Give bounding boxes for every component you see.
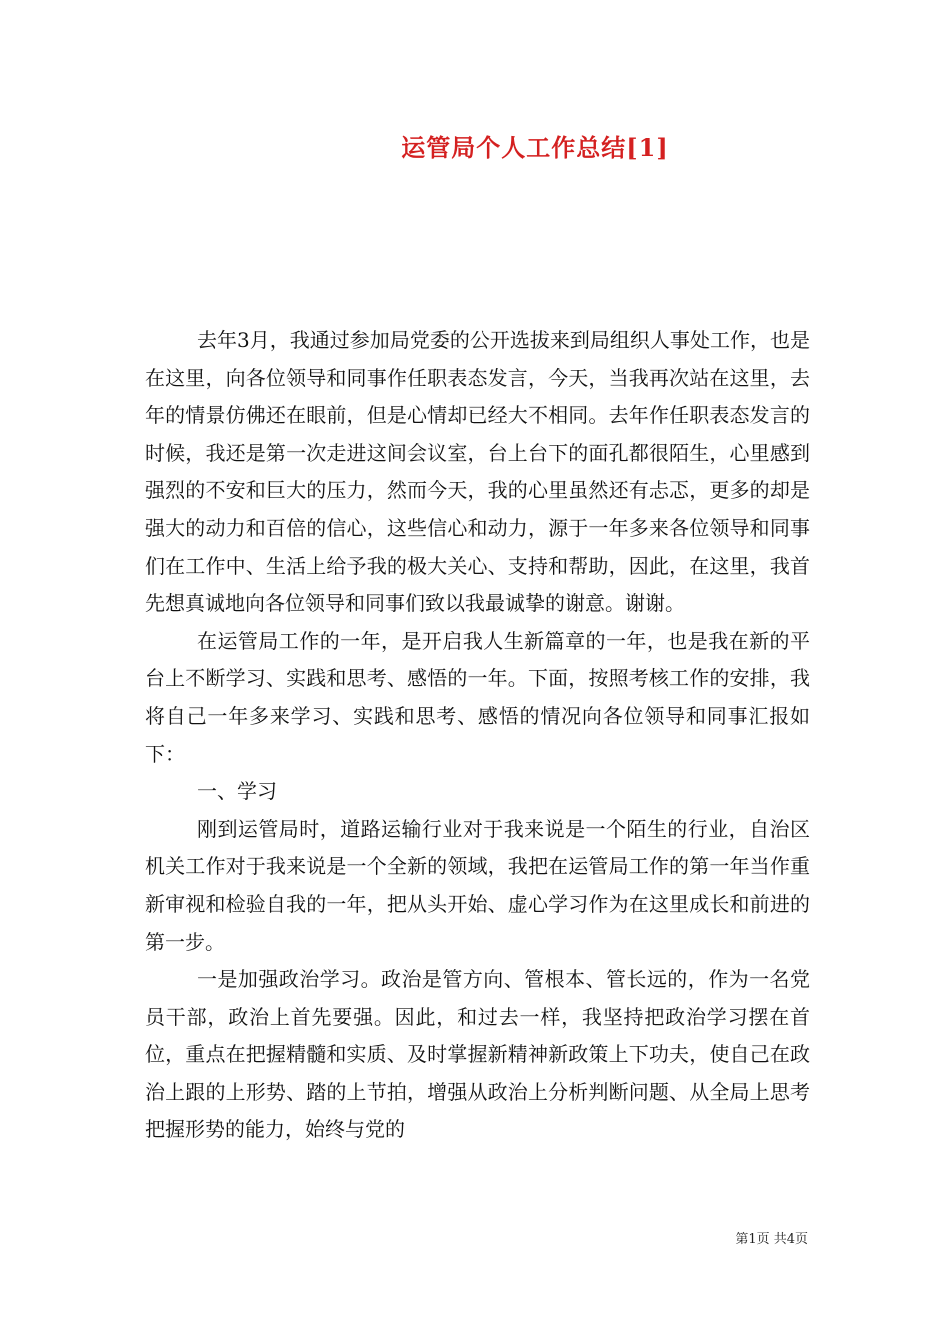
paragraph: 去年3月，我通过参加局党委的公开选拔来到局组织人事处工作，也是在这里，向各位领导和同事作任职表态发言，今天，当我再次站在这里，去年的情景仿佛还在眼前，但是心情却已经大不相同。去年作任职表态发言的时候，我还是第一次走进这间会议室，台上台下的面孔都很陌生，心里感到强烈的不安和巨大的压力，然而今天，我的心里虽然还有忐忑，更多的却是强大的动力和百倍的信心，这些信心和动力，源于一年多来各位领导和同事们在工作中、生活上给予我的极大关心、支持和帮助，因此，在这里，我首先想真诚地向各位领导和同事们致以我最诚挚的谢意。谢谢。 <box>145 328 810 616</box>
page-number: 第1页 共4页 <box>735 1232 808 1247</box>
section-heading: 一、学习 <box>197 779 277 804</box>
document-body <box>145 322 810 1149</box>
document-title: 运管局个人工作总结[1] <box>401 133 669 162</box>
paragraph: 刚到运管局时，道路运输行业对于我来说是一个陌生的行业，自治区机关工作对于我来说是一个全新的领域，我把在运管局工作的第一年当作重新审视和检验自我的一年，把从头开始、虚心学习作为在这里成长和前进的第一步。 <box>145 816 810 954</box>
paragraph: 在运管局工作的一年，是开启我人生新篇章的一年，也是我在新的平台上不断学习、实践和思考、感悟的一年。下面，按照考核工作的安排，我将自己一年多来学习、实践和思考、感悟的情况向各位领导和同事汇报如下： <box>145 628 810 766</box>
paragraph: 一是加强政治学习。政治是管方向、管根本、管长远的，作为一名党员干部，政治上首先要强。因此，和过去一样，我坚持把政治学习摆在首位，重点在把握精髓和实质、及时掌握新精神新政策上下功夫，使自己在政治上跟的上形势、踏的上节拍，增强从政治上分析判断问题、从全局上思考把握形势的能力，始终与党的 <box>145 967 810 1142</box>
